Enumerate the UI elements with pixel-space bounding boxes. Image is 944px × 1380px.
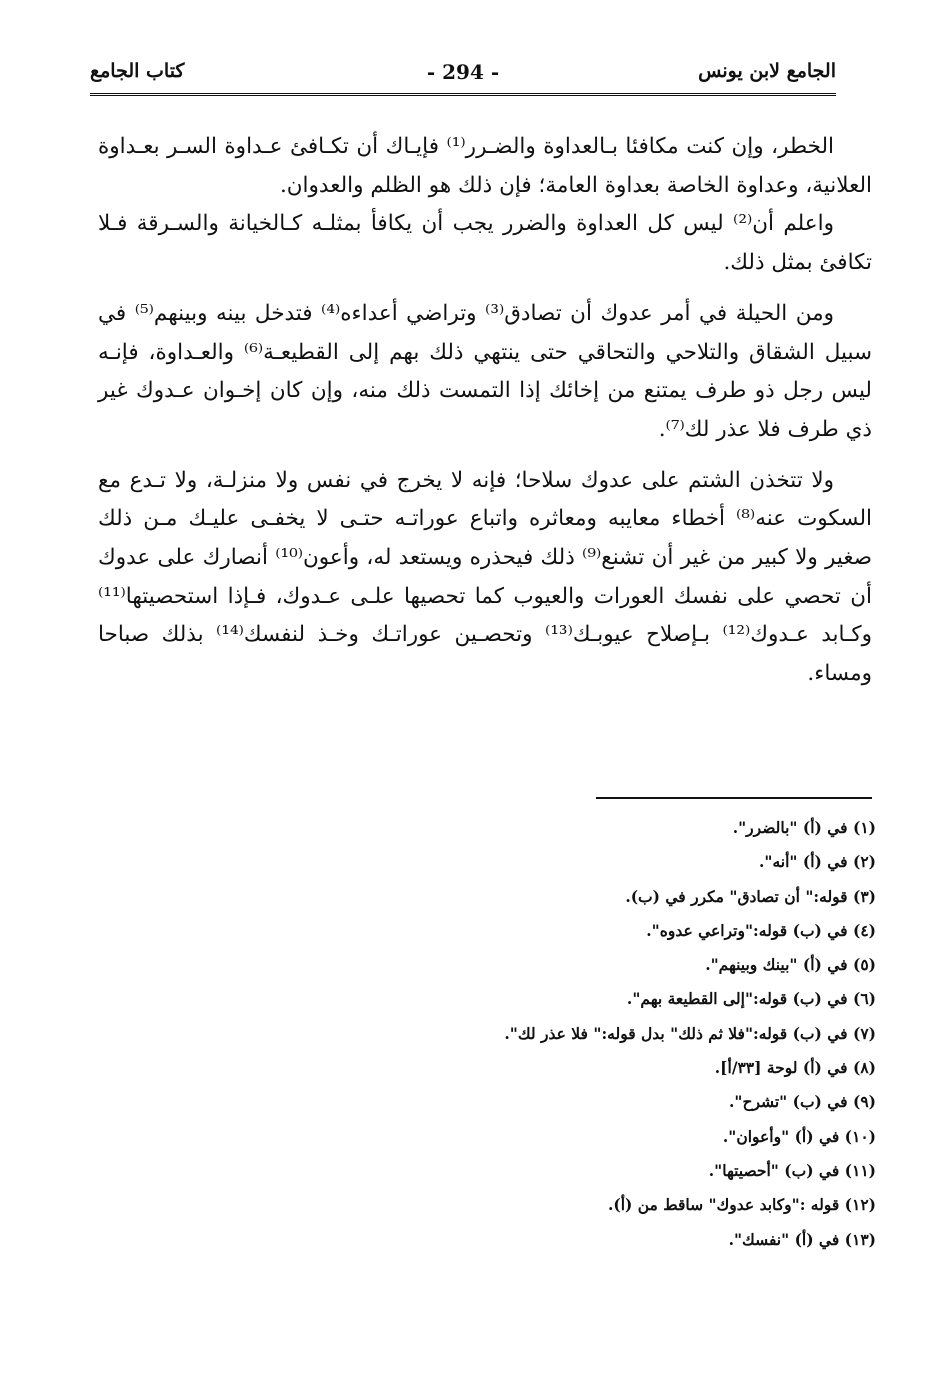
footnote: (١٢) قوله :"وكابد عدوك" ساقط من (أ). bbox=[607, 1195, 876, 1215]
book-title: الجامع لابن يونس bbox=[698, 60, 836, 82]
footnote: (٣) قوله:" أن تصادق" مكرر في (ب). bbox=[625, 886, 876, 906]
paragraph: ومن الحيلة في أمر عدوك أن تصادق⁽³⁾ وتراضي أعداءه⁽⁴⁾ فتدخل بينه وبينهم⁽⁵⁾ في سبيل الشقاق والتلاحي والتحاقي حتى ينتهي ذلك بهم إلى القطيعـة⁽⁶⁾ والعـداوة، فإنـه ليس رجل ذو طرف يمتنع من إخائك إذا التمست ذلك منه، وإن كان إخـوان عـدوك غير ذي طرف فلا عذر لك⁽⁷⁾. bbox=[98, 300, 872, 442]
page-header bbox=[90, 58, 836, 90]
page-number: - 294 - bbox=[426, 60, 500, 84]
footnote: (٨) في (أ) لوحة [٣٣/أ]. bbox=[714, 1058, 876, 1078]
footnote: (٧) في (ب) قوله:"فلا ثم ذلك" بدل قوله:" فلا عذر لك". bbox=[504, 1023, 876, 1043]
footnote-separator bbox=[596, 797, 872, 799]
footnote: (٤) في (ب) قوله:"وتراعي عدوه". bbox=[646, 920, 876, 940]
footnote: (٢) في (أ) "أنه". bbox=[759, 852, 876, 872]
main-text bbox=[98, 128, 872, 694]
header-rule bbox=[90, 93, 836, 98]
footnote: (٥) في (أ) "بينك وبينهم". bbox=[705, 955, 876, 975]
footnote: (١١) في (ب) "أحصيتها". bbox=[708, 1160, 876, 1180]
footnote: (٦) في (ب) قوله:"إلى القطيعة بهم". bbox=[626, 989, 876, 1009]
section-title: كتاب الجامع bbox=[90, 60, 185, 82]
footnotes bbox=[300, 815, 876, 1261]
paragraph: واعلم أن⁽²⁾ ليس كل العداوة والضرر يجب أن يكافأ بمثلـه كـالخيانة والسـرقة فـلا تكافئ بمثل ذلك. bbox=[98, 211, 872, 276]
footnote: (١٠) في (أ) "وأعوان". bbox=[722, 1126, 876, 1146]
footnote: (١) في (أ) "بالضرر". bbox=[732, 818, 876, 837]
footnote: (٩) في (ب) "تشرح". bbox=[728, 1092, 876, 1112]
footnote: (١٣) في (أ) "نفسك". bbox=[728, 1229, 876, 1249]
paragraph: ولا تتخذن الشتم على عدوك سلاحا؛ فإنه لا يخرج في نفس ولا منزلـة، ولا تـدع مع السكوت عنه⁽⁸⁾ أخطاء معايبه ومعاثره واتباع عوراتـه حتـى لا يخفـى عليـك مـن ذلك صغير ولا كبير من غير أن تشنع⁽⁹⁾ ذلك فيحذره ويستعد له، وأعون⁽¹⁰⁾ أنصارك على عدوك أن تحصي على نفسك العورات والعيوب كما تحصيها علـى عـدوك، فـإذا استحصيتها⁽¹¹⁾ وكـابد عـدوك⁽¹²⁾ بـإصلاح عيوبـك⁽¹³⁾ وتحصـين عوراتـك وخـذ لنفسك⁽¹⁴⁾ بذلك صباحا ومساء. bbox=[98, 467, 873, 687]
paragraph: الخطر، وإن كنت مكافئا بـالعداوة والضـرر⁽¹⁾ فإيـاك أن تكـافئ عـداوة السـر بعـداوة العلانية، وعداوة الخاصة بعداوة العامة؛ فإن ذلك هو الظلم والعدوان. bbox=[98, 134, 872, 198]
